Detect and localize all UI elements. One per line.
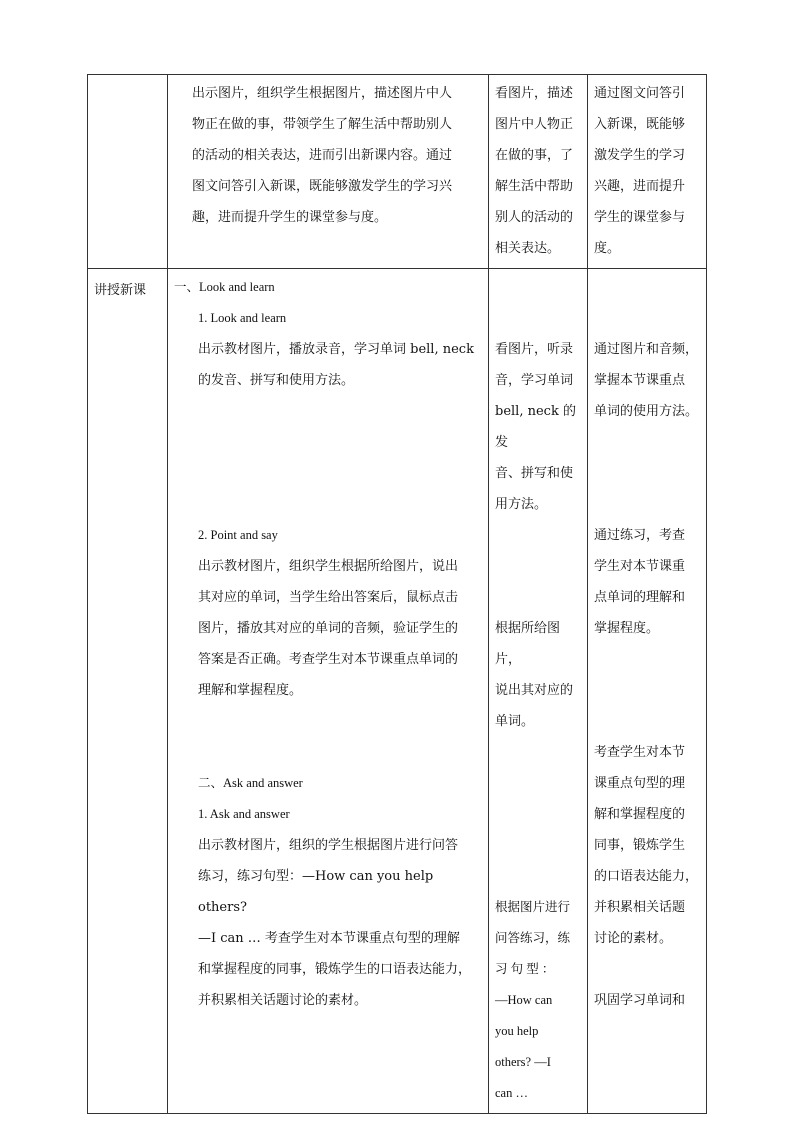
text-line: 根据图片进行 (495, 900, 571, 914)
subsection-heading: 1. Ask and answer (198, 807, 290, 821)
text-line: 看图片，描述 (495, 86, 574, 101)
text-line: 度。 (594, 241, 621, 256)
text-line: 习 句 型 ： (495, 962, 555, 976)
text-line: 练习，练习句型：—How can you help others? (198, 869, 434, 915)
text-line: 相关表达。 (495, 241, 561, 256)
text-line: 掌握程度。 (594, 621, 660, 636)
text-line: 物正在做的事，带领学生了解生活中帮助别人 (192, 117, 453, 132)
section-heading: 一、Look and learn (174, 280, 275, 294)
text-line: 出示教材图片，组织学生根据所给图片，说出 (198, 559, 459, 574)
text-line: 讨论的素材。 (594, 931, 673, 946)
subsection-heading: 1. Look and learn (198, 311, 287, 325)
text-line: 兴趣，进而提升 (594, 179, 686, 194)
text-line: 课重点句型的理 (594, 776, 686, 791)
text-line: 在做的事，了 (495, 148, 574, 163)
text-line: 的活动的相关表达，进而引出新课内容。通过 (192, 148, 453, 163)
text-line: can … (495, 1086, 528, 1100)
stage-label: 讲授新课 (94, 283, 147, 298)
text-line: 的口语表达能力， (594, 869, 699, 884)
text-line: 图片，播放其对应的单词的音频，验证学生的 (198, 621, 459, 636)
text-line: 其对应的单词，当学生给出答案后，鼠标点击 (198, 590, 459, 605)
text-line: 同事，锻炼学生 (594, 838, 686, 853)
text-line: 解生活中帮助 (495, 179, 574, 194)
text-line: 单词。 (495, 714, 535, 729)
text-line: 通过图文问答引 (594, 86, 686, 101)
stage-label-cell (88, 269, 168, 1114)
text-line: 图文问答引入新课，既能够激发学生的学习兴 (192, 179, 453, 194)
text-line: 单词的使用方法。 (594, 404, 699, 419)
text-line: 出示图片，组织学生根据图片，描述图片中人 (192, 86, 453, 101)
text-line: 并积累相关话题讨论的素材。 (198, 993, 368, 1008)
text-line: 理解和掌握程度。 (198, 683, 303, 698)
text-line: you help (495, 1024, 539, 1038)
text-line: —How can (495, 993, 553, 1007)
text-line: 通过图片和音频， (594, 342, 699, 357)
lesson-plan-table (87, 74, 707, 1114)
text-line: 音、拼写和使 (495, 466, 574, 481)
text-line: 并积累相关话题 (594, 900, 686, 915)
text-line: 出示教材图片，组织的学生根据图片进行问答 (198, 838, 459, 853)
text-line: 通过练习，考查 (594, 528, 686, 543)
section-heading: 二、Ask and answer (198, 776, 303, 790)
student-activity-cell (489, 269, 588, 1114)
text-line: 学生的课堂参与 (594, 210, 686, 225)
table-row (88, 269, 707, 1114)
text-line: 根据所给图片， (495, 621, 561, 667)
text-line: —I can … 考查学生对本节课重点句型的理解 (198, 931, 460, 946)
text-line: 问答练习，练 (495, 931, 571, 945)
text-line: 看图片，听录 (495, 342, 574, 357)
stage-cell-empty (88, 75, 168, 269)
text-line: 掌握本节课重点 (594, 373, 686, 388)
text-line: 趣，进而提升学生的课堂参与度。 (192, 210, 388, 225)
subsection-heading: 2. Point and say (198, 528, 278, 542)
text-line: 学生对本节课重 (594, 559, 686, 574)
text-line: 考查学生对本节 (594, 745, 686, 760)
table-row (88, 75, 707, 269)
text-line (594, 954, 700, 985)
teacher-activity-cell (168, 269, 489, 1114)
student-activity-cell (489, 75, 588, 269)
text-line: 入新课，既能够 (594, 117, 686, 132)
text-line: 的发音、拼写和使用方法。 (198, 373, 355, 388)
purpose-cell (588, 269, 707, 1114)
text-line: 解和掌握程度的 (594, 807, 686, 822)
purpose-cell (588, 75, 707, 269)
text-line: 出示教材图片，播放录音，学习单词 bell, neck (198, 342, 474, 357)
text-line: 巩固学习单词和 (594, 993, 686, 1008)
text-line: 用方法。 (495, 497, 548, 512)
text-line: 别人的活动的 (495, 210, 574, 225)
text-line: 和掌握程度的同事，锻炼学生的口语表达能力， (198, 962, 472, 977)
teacher-activity-cell (168, 75, 489, 269)
text-line: others? —I (495, 1055, 551, 1069)
text-line: 音，学习单词 (495, 373, 574, 388)
text-line: 答案是否正确。考查学生对本节课重点单词的 (198, 652, 459, 667)
text-line: bell, neck 的发 (495, 404, 576, 450)
text-line: 说出其对应的 (495, 683, 574, 698)
text-line: 激发学生的学习 (594, 148, 686, 163)
text-line: 点单词的理解和 (594, 590, 686, 605)
text-line: 图片中人物正 (495, 117, 574, 132)
